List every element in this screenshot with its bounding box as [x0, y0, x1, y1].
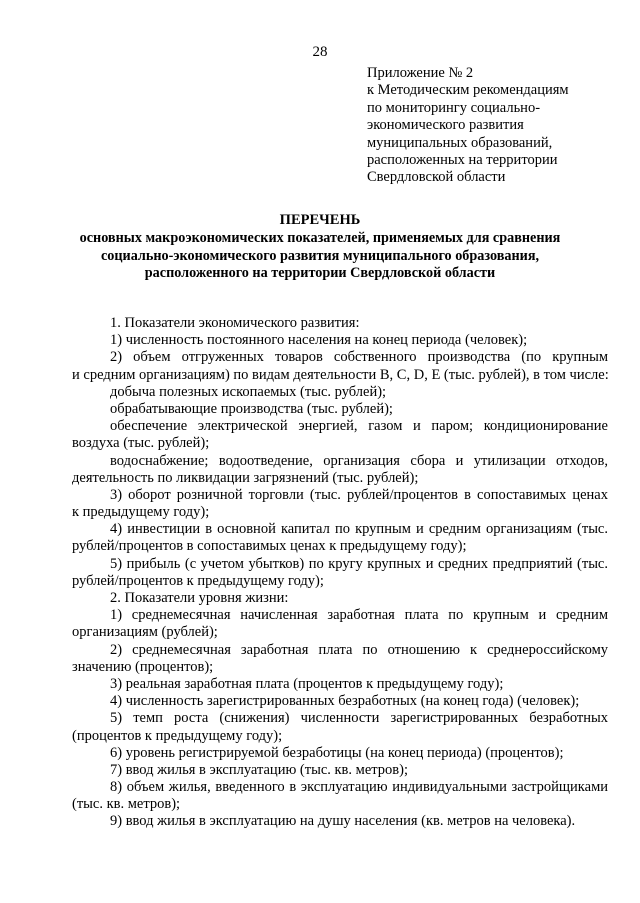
- subtitle-line: социально-экономического развития муниципального образования,: [100, 247, 540, 264]
- appendix-line: по мониторингу социально-: [367, 99, 541, 116]
- document-subtitle: [0, 230, 640, 283]
- appendix-line: Приложение № 2: [367, 65, 474, 81]
- list-item: 5) прибыль (с учетом убытков) по кругу крупных и средних предприятий (тыс.: [110, 555, 608, 572]
- subtitle-line: основных макроэкономических показателей, применяемых для сравнения: [79, 230, 561, 246]
- list-item: 6) уровень регистрируемой безработицы (на конец периода) (процентов);: [110, 744, 564, 761]
- list-item: 2) среднемесячная заработная плата по отношению к среднероссийскому: [110, 641, 608, 658]
- list-item: 5) темп роста (снижения) численности зарегистрированных безработных: [110, 710, 608, 727]
- list-item: 9) ввод жилья в эксплуатацию на душу населения (кв. метров на человека).: [110, 813, 576, 830]
- document-title: ПЕРЕЧЕНЬ: [279, 212, 361, 228]
- list-item-continuation: значению (процентов);: [72, 658, 214, 675]
- list-item: 3) реальная заработная плата (процентов к предыдущему году);: [110, 675, 504, 692]
- list-item: 8) объем жилья, введенного в эксплуатацию индивидуальными застройщиками: [110, 779, 608, 796]
- list-item: 3) оборот розничной торговли (тыс. рублей/процентов в сопоставимых ценах: [110, 486, 608, 503]
- appendix-line: расположенных на территории: [367, 152, 558, 169]
- list-item-continuation: (тыс. кв. метров);: [72, 796, 181, 813]
- list-item: 4) инвестиции в основной капитал по крупным и средним организациям (тыс.: [110, 521, 608, 538]
- appendix-line: к Методическим рекомендациям: [367, 82, 569, 99]
- list-item: 1) численность постоянного населения на конец периода (человек);: [110, 332, 528, 349]
- section-heading-living-standards: 2. Показатели уровня жизни:: [110, 590, 289, 606]
- list-item-continuation: организациям (рублей);: [72, 624, 218, 641]
- section-heading-economic: 1. Показатели экономического развития:: [110, 315, 360, 331]
- subtitle-line: расположенного на территории Свердловской области: [144, 265, 496, 281]
- indicator-list: [72, 315, 608, 831]
- list-item: 2) объем отгруженных товаров собственного производства (по крупным: [110, 349, 608, 366]
- list-item-continuation: к предыдущему году);: [72, 504, 210, 521]
- list-item: добыча полезных ископаемых (тыс. рублей);: [110, 383, 387, 400]
- list-item: водоснабжение; водоотведение, организация сбора и утилизации отходов,: [110, 452, 608, 469]
- list-item: 4) численность зарегистрированных безработных (на конец года) (человек);: [110, 693, 580, 710]
- list-item-continuation: воздуха (тыс. рублей);: [72, 435, 210, 452]
- appendix-line: муниципальных образований,: [367, 134, 553, 151]
- appendix-note: [367, 65, 627, 187]
- list-item-continuation: рублей/процентов в сопоставимых ценах к предыдущему году);: [72, 538, 467, 555]
- list-item-continuation: и средним организациям) по видам деятельности B, C, D, E (тыс. рублей), в том числе:: [72, 366, 609, 383]
- list-item-continuation: (процентов к предыдущему году);: [72, 727, 283, 744]
- list-item: 1) среднемесячная начисленная заработная плата по крупным и средним: [110, 607, 608, 624]
- list-item: обрабатывающие производства (тыс. рублей);: [110, 400, 393, 417]
- list-item-continuation: деятельность по ликвидации загрязнений (тыс. рублей);: [72, 469, 419, 486]
- appendix-line: экономического развития: [367, 117, 524, 134]
- list-item: обеспечение электрической энергией, газом и паром; кондиционирование: [110, 418, 608, 435]
- appendix-line: Свердловской области: [367, 169, 506, 186]
- list-item-continuation: рублей/процентов к предыдущему году);: [72, 572, 324, 589]
- page-number: 28: [312, 44, 328, 60]
- list-item: 7) ввод жилья в эксплуатацию (тыс. кв. метров);: [110, 761, 408, 778]
